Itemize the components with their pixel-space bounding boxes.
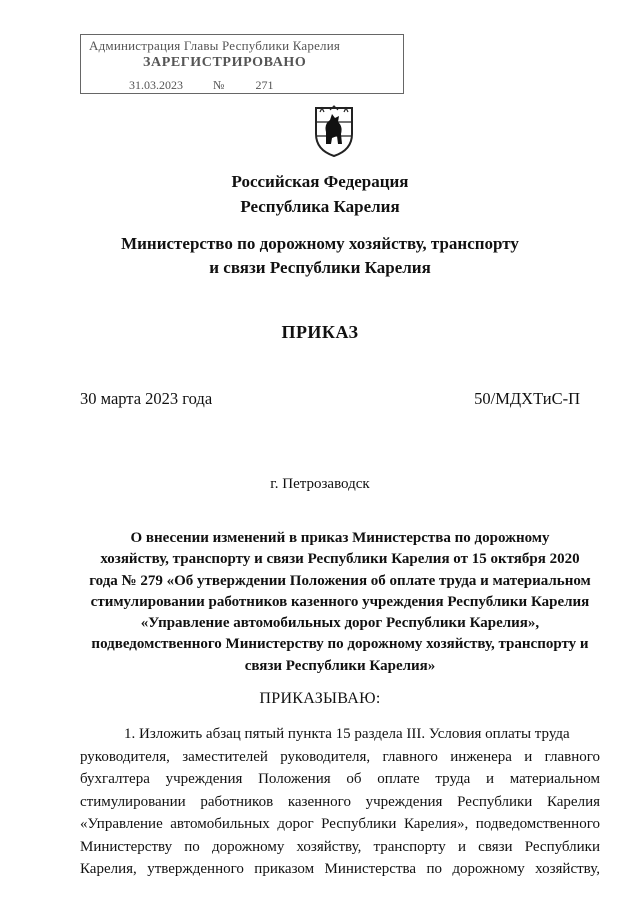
ministry-name-line1: Министерство по дорожному хозяйству, транспорту xyxy=(121,234,519,253)
document-date: 30 марта 2023 года xyxy=(80,389,213,408)
header-federation: Российская Федерация xyxy=(231,172,409,191)
stamp-organization: Администрация Главы Республики Карелия xyxy=(89,38,341,53)
header-republic: Республика Карелия xyxy=(240,197,400,216)
body-line: Министерству по дорожному хозяйству, транспорту и связи Республики xyxy=(80,838,600,855)
body-line: руководителя, заместителей руководителя, главного инженера и главного xyxy=(80,748,600,765)
subject-line: «Управление автомобильных дорог Республики Карелия», xyxy=(140,615,540,632)
body-line: бухгалтера учреждения Положения об оплате труда и материальном xyxy=(80,771,600,787)
body-line: 1. Изложить абзац пятый пункта 15 раздела III. Условия оплаты труда xyxy=(124,726,570,742)
ministry-name-line2: и связи Республики Карелия xyxy=(209,258,431,277)
body-line: «Управление автомобильных дорог Республики Карелия», подведомственного xyxy=(80,816,600,832)
stamp-number-label: № xyxy=(213,78,225,92)
registration-stamp xyxy=(80,34,404,94)
subject-line: связи Республики Карелия» xyxy=(244,657,436,674)
document-body xyxy=(80,723,600,881)
subject-line: хозяйству, транспорту и связи Республики Карелия от 15 октября 2020 xyxy=(100,551,580,568)
subject-line: подведомственного Министерству по дорожному хозяйству, транспорту и xyxy=(91,636,589,653)
document-type: ПРИКАЗ xyxy=(281,322,359,342)
subject-line: стимулировании работников казенного учреждения Республики Карелия xyxy=(90,593,590,610)
body-line: Карелия, утвержденного приказом Министерства по дорожному хозяйству, xyxy=(80,861,600,877)
document-number: 50/МДХТиС-П xyxy=(474,389,580,408)
stamp-number: 271 xyxy=(234,78,294,94)
body-line: стимулировании работников казенного учреждения Республики Карелия xyxy=(80,793,600,810)
document-city: г. Петрозаводск xyxy=(270,476,370,492)
stamp-registration-line xyxy=(121,78,294,94)
subject-line: О внесении изменений в приказ Министерства по дорожному xyxy=(130,530,550,546)
document-subject xyxy=(80,528,600,677)
order-word: ПРИКАЗЫВАЮ: xyxy=(259,690,381,707)
stamp-status: ЗАРЕГИСТРИРОВАНО xyxy=(143,55,307,70)
subject-line: года № 279 «Об утверждении Положения об оплате труда и материальном xyxy=(89,572,591,589)
stamp-date: 31.03.2023 xyxy=(121,78,191,94)
karelia-coat-of-arms-icon xyxy=(312,104,356,158)
